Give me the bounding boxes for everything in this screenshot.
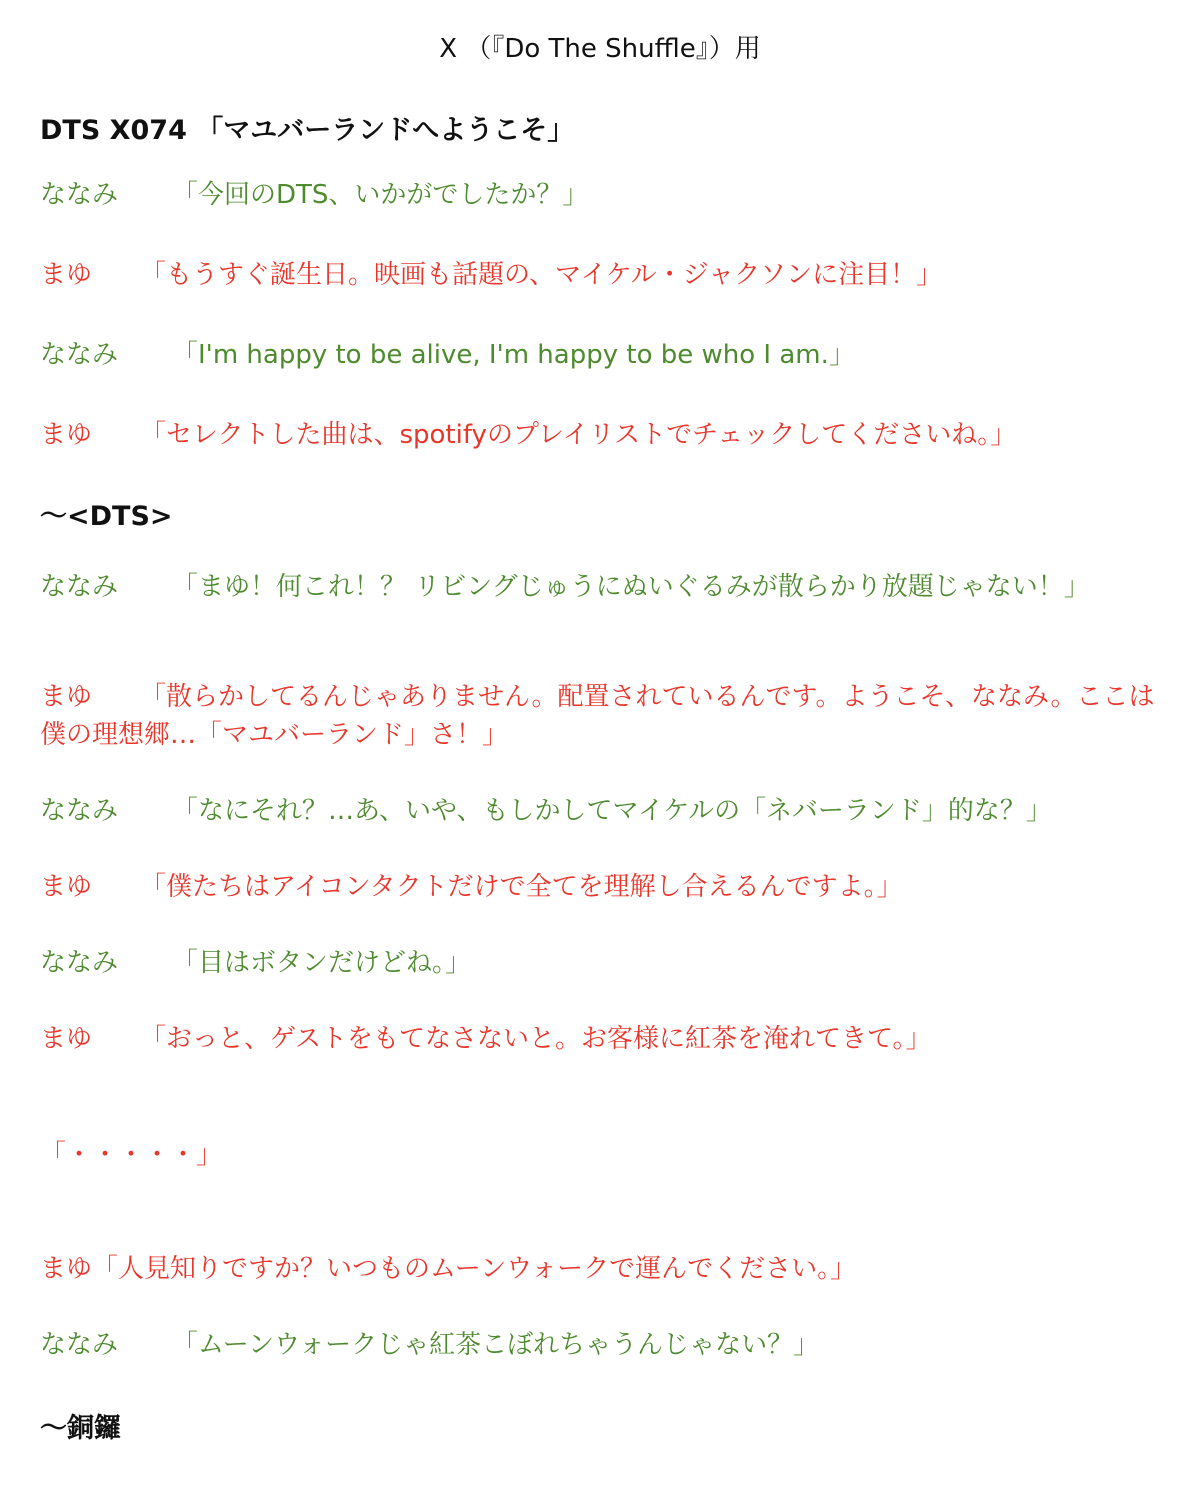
dialogue-text: 「僕たちはアイコンタクトだけで全てを理解し合えるんですよ。」 xyxy=(140,872,903,902)
dialogue-text: 「なにそれ？…あ、いや、もしかしてマイケルの「ネバーランド」的な？」 xyxy=(172,796,1052,826)
dialogue-line xyxy=(40,256,1160,294)
speaker-nanami: ななみ xyxy=(40,340,119,370)
dialogue-line xyxy=(40,1250,1160,1288)
dialogue-line xyxy=(40,336,1160,374)
dialogue-text: 「セレクトした曲は、spotifyのプレイリストでチェックしてくださいね。」 xyxy=(140,420,1017,450)
dialogue-text: 「ムーンウォークじゃ紅茶こぼれちゃうんじゃない？」 xyxy=(172,1330,820,1360)
speaker-nanami: ななみ xyxy=(40,796,119,826)
speaker-nanami: ななみ xyxy=(40,1330,119,1360)
dialogue-line xyxy=(40,1020,1160,1058)
speaker-nanami: ななみ xyxy=(40,948,119,978)
speaker-mayu: まゆ xyxy=(40,872,93,902)
speaker-mayu: まゆ xyxy=(40,420,93,450)
page-title: X （『Do The Shuffle』）用 xyxy=(439,34,761,64)
speaker-mayu: まゆ xyxy=(40,260,93,290)
dialogue-line xyxy=(40,568,1160,606)
episode-heading: DTS X074 「マユバーランドへようこそ」 xyxy=(40,115,575,146)
speaker-nanami: ななみ xyxy=(40,572,119,602)
section-heading-gong: 〜銅鑼 xyxy=(40,1413,121,1444)
speaker-mayu: まゆ xyxy=(40,1254,93,1284)
dialogue-text: 「まゆ！何これ！？ リビングじゅうにぬいぐるみが散らかり放題じゃない！」 xyxy=(172,572,1090,602)
dialogue-line xyxy=(40,868,1160,906)
dialogue-line xyxy=(40,944,1160,982)
dialogue-line xyxy=(40,1326,1160,1364)
section-heading-dts: 〜<DTS> xyxy=(40,501,173,532)
dialogue-line xyxy=(40,416,1160,454)
speaker-mayu: まゆ xyxy=(40,1024,93,1054)
dialogue-text: 「I'm happy to be alive, I'm happy to be who I am.」 xyxy=(172,340,855,370)
speaker-mayu: まゆ xyxy=(40,682,93,712)
dialogue-text: 「おっと、ゲストをもてなさないと。お客様に紅茶を淹れてきて。」 xyxy=(140,1024,932,1054)
dialogue-text: 「・・・・・」 xyxy=(40,1140,223,1170)
dialogue-line xyxy=(40,1136,1160,1174)
dialogue-text: 「もうすぐ誕生日。映画も話題の、マイケル・ジャクソンに注目！」 xyxy=(140,260,943,290)
dialogue-text: 「今回のDTS、いかがでしたか？」 xyxy=(172,180,589,210)
dialogue-text: 「散らかしてるんじゃありません。配置されているんです。ようこそ、ななみ。ここは僕の理想郷…「マユバーランド」さ！」 xyxy=(40,682,1155,750)
dialogue-line xyxy=(40,678,1160,754)
dialogue-line xyxy=(40,176,1160,214)
dialogue-text: 「人見知りですか？いつものムーンウォークで運んでください。」 xyxy=(92,1254,857,1284)
speaker-nanami: ななみ xyxy=(40,180,119,210)
dialogue-text: 「目はボタンだけどね。」 xyxy=(172,948,472,978)
dialogue-line xyxy=(40,792,1160,830)
